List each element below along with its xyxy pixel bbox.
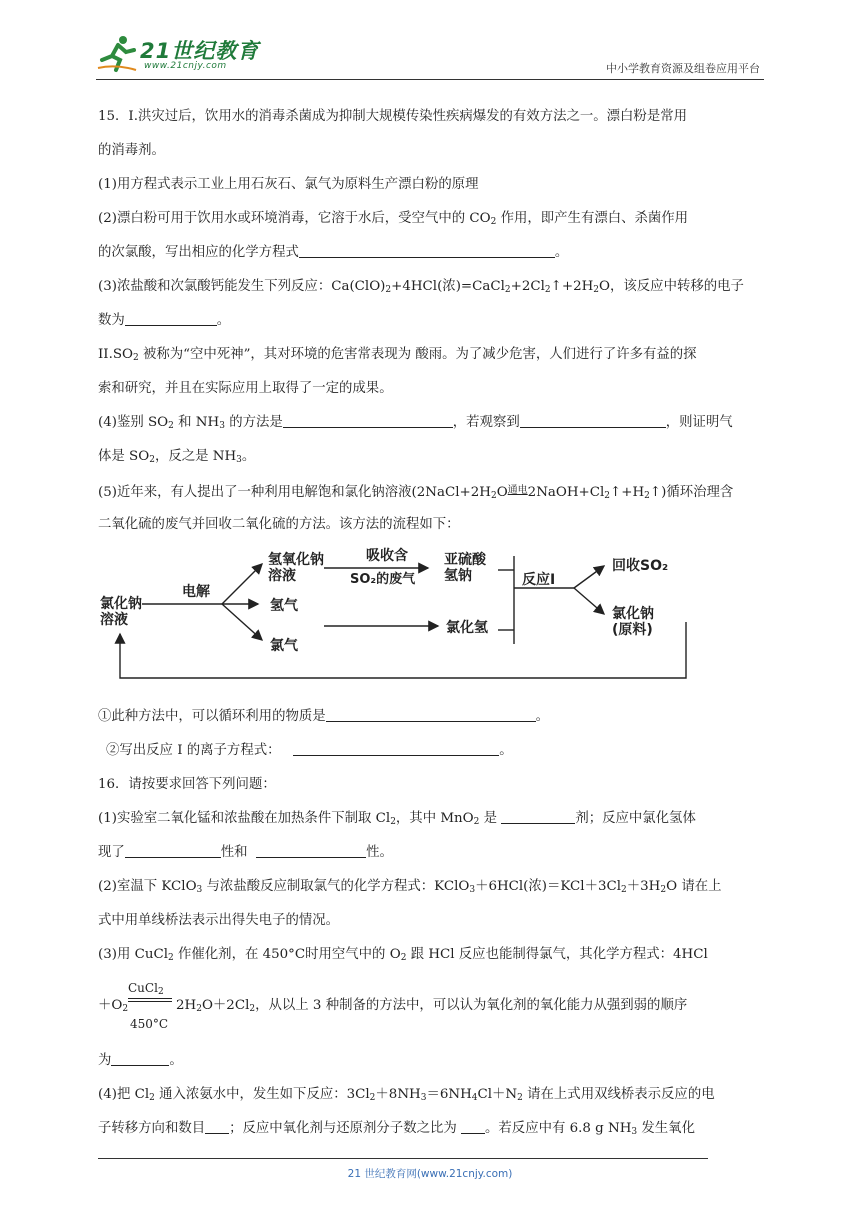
waste-gas-label: SO₂的废气 xyxy=(350,572,416,587)
catalyst-label: CuCl$_2$ xyxy=(128,981,164,997)
q16-line: 子转移方向和数目 ；反应中氧化剂与还原剂分子数之比为 。若反应中有 6.8 g $NH_3$ 发生氧化 xyxy=(98,1121,695,1137)
q15-line: 15．I.洪灾过后，饮用水的消毒杀菌成为抑制大规模传染性疾病爆发的有效方法之一。漂白粉是常用 xyxy=(98,109,687,124)
q15-part3: (3)浓盐酸和次氯酸钙能发生下列反应：$Ca(ClO)_2+4HCl$(浓)$=CaCl_2+2Cl_2↑+2H_2O$，该反应中转移的电子 xyxy=(98,279,744,295)
answer-blank[interactable] xyxy=(520,413,666,428)
q16-line: 为 。 xyxy=(98,1053,183,1068)
q15-line: 数为 。 xyxy=(98,313,231,328)
hydrogen-node: 氢气 xyxy=(270,598,298,614)
chlorine-node: 氯气 xyxy=(270,638,298,654)
q15-line: 体是 $SO_2$，反之是 $NH_3$。 xyxy=(98,449,256,465)
q15-part2: (2)漂白粉可用于饮用水或环境消毒，它溶于水后，受空气中的 $CO_2$ 作用，即产生有漂白、杀菌作用 xyxy=(98,211,689,227)
runner-logo-icon xyxy=(96,34,140,74)
answer-blank[interactable] xyxy=(461,1119,485,1134)
document-body xyxy=(98,100,764,1146)
q16-part2: (2)室温下 KClO$_3$ 与浓盐酸反应制取氯气的化学方程式：KClO$_3$＋6HCl(浓)$=KCl+3Cl_2+3H_2O$ 请在上 xyxy=(98,879,722,895)
logo-text: 21世纪教育 xyxy=(140,39,260,63)
platform-title: 中小学教育资源及组卷应用平台 xyxy=(606,62,760,75)
equals-sign xyxy=(128,998,172,1002)
catalytic-equation xyxy=(98,972,764,1044)
answer-blank[interactable] xyxy=(256,843,366,858)
q16-part4: (4)把 $Cl_2$ 通入浓氨水中，发生如下反应：$3Cl_2+8NH_3=6NH_4Cl+N_2$ 请在上式用双线桥表示反应的电 xyxy=(98,1087,715,1103)
footer-divider xyxy=(98,1158,708,1159)
q15-part1: (1)用方程式表示工业上用石灰石、氯气为原料生产漂白粉的原理 xyxy=(98,177,479,192)
process-flow-diagram xyxy=(98,548,698,694)
absorb-label: 吸收含 xyxy=(366,548,408,564)
flow-arrows xyxy=(98,548,698,694)
answer-blank[interactable] xyxy=(326,707,536,722)
q15-part4: (4)鉴别 $SO_2$ 和 $NH_3$ 的方法是 ，若观察到 ，则证明气 xyxy=(98,415,733,431)
q16-part1: (1)实验室二氧化锰和浓盐酸在加热条件下制取 $Cl_2$，其中 MnO$_2$ 是 剂；反应中氯化氢体 xyxy=(98,811,696,827)
answer-blank[interactable] xyxy=(205,1119,229,1134)
q15-line: 的消毒剂。 xyxy=(98,143,165,158)
reaction-label: 反应I xyxy=(522,572,556,588)
q15-section2: $II.SO_2$ 被称为“空中死神”，其对环境的危害常表现为 酸雨。为了减少危害，人们进行了许多有益的探 xyxy=(98,347,697,363)
hcl-node: 氯化氢 xyxy=(446,620,488,636)
temperature-label: 450°C xyxy=(130,1017,169,1031)
answer-blank[interactable] xyxy=(125,843,221,858)
electrolysis-label: 电解 xyxy=(182,584,210,600)
nacl-solution-node: 氯化钠 溶液 xyxy=(100,596,142,628)
naoh-solution-node: 氢氧化钠 溶液 xyxy=(268,552,324,584)
q15-line: 索和研究，并且在实际应用上取得了一定的成果。 xyxy=(98,381,393,396)
q16-title: 16．请按要求回答下列问题： xyxy=(98,777,276,792)
q16-line: 式中用单线桥法表示出得失电子的情况。 xyxy=(98,913,340,928)
equation-right: $2H_2O+2Cl_2$，从以上 3 种制备的方法中，可以认为氧化剂的氧化能力从强到弱的顺序 xyxy=(176,998,688,1014)
page-header xyxy=(96,30,764,80)
nahso3-node: 亚硫酸 氢钠 xyxy=(444,552,486,584)
answer-blank[interactable] xyxy=(283,413,453,428)
answer-blank[interactable] xyxy=(299,243,555,258)
q15-line: 二氧化硫的废气并回收二氧化硫的方法。该方法的流程如下： xyxy=(98,517,460,532)
answer-blank[interactable] xyxy=(111,1051,169,1066)
q15-part5: (5)近年来，有人提出了一种利用电解饱和氯化钠溶液($2NaCl+2H_2O$通电$2NaOH+Cl_2↑+H_2↑$)循环治理含 xyxy=(98,474,764,508)
answer-blank[interactable] xyxy=(125,311,217,326)
recover-so2-node: 回收SO₂ xyxy=(612,558,669,574)
q15-sub2: ②写出反应 I 的离子方程式： 。 xyxy=(106,743,513,758)
logo-url: www.21cnjy.com xyxy=(144,61,227,71)
equation-left: $+O_2$ xyxy=(98,998,129,1014)
answer-blank[interactable] xyxy=(293,741,499,756)
answer-blank[interactable] xyxy=(501,809,575,824)
q15-sub1: ①此种方法中，可以循环利用的物质是 。 xyxy=(98,709,550,724)
condition-label: 通电 xyxy=(507,485,528,496)
nacl-raw-node: 氯化钠 (原料) xyxy=(612,606,654,638)
q16-part3: (3)用 CuCl$_2$ 作催化剂，在 450°C时用空气中的 $O_2$ 跟 HCl 反应也能制得氯气，其化学方程式：4HCl xyxy=(98,947,708,963)
q16-line: 现了 性和 性。 xyxy=(98,845,393,860)
site-logo[interactable] xyxy=(96,30,266,78)
footer-text[interactable]: 21 世纪教育网(www.21cnjy.com) xyxy=(347,1168,513,1180)
q15-line: 的次氯酸，写出相应的化学方程式 。 xyxy=(98,245,569,260)
